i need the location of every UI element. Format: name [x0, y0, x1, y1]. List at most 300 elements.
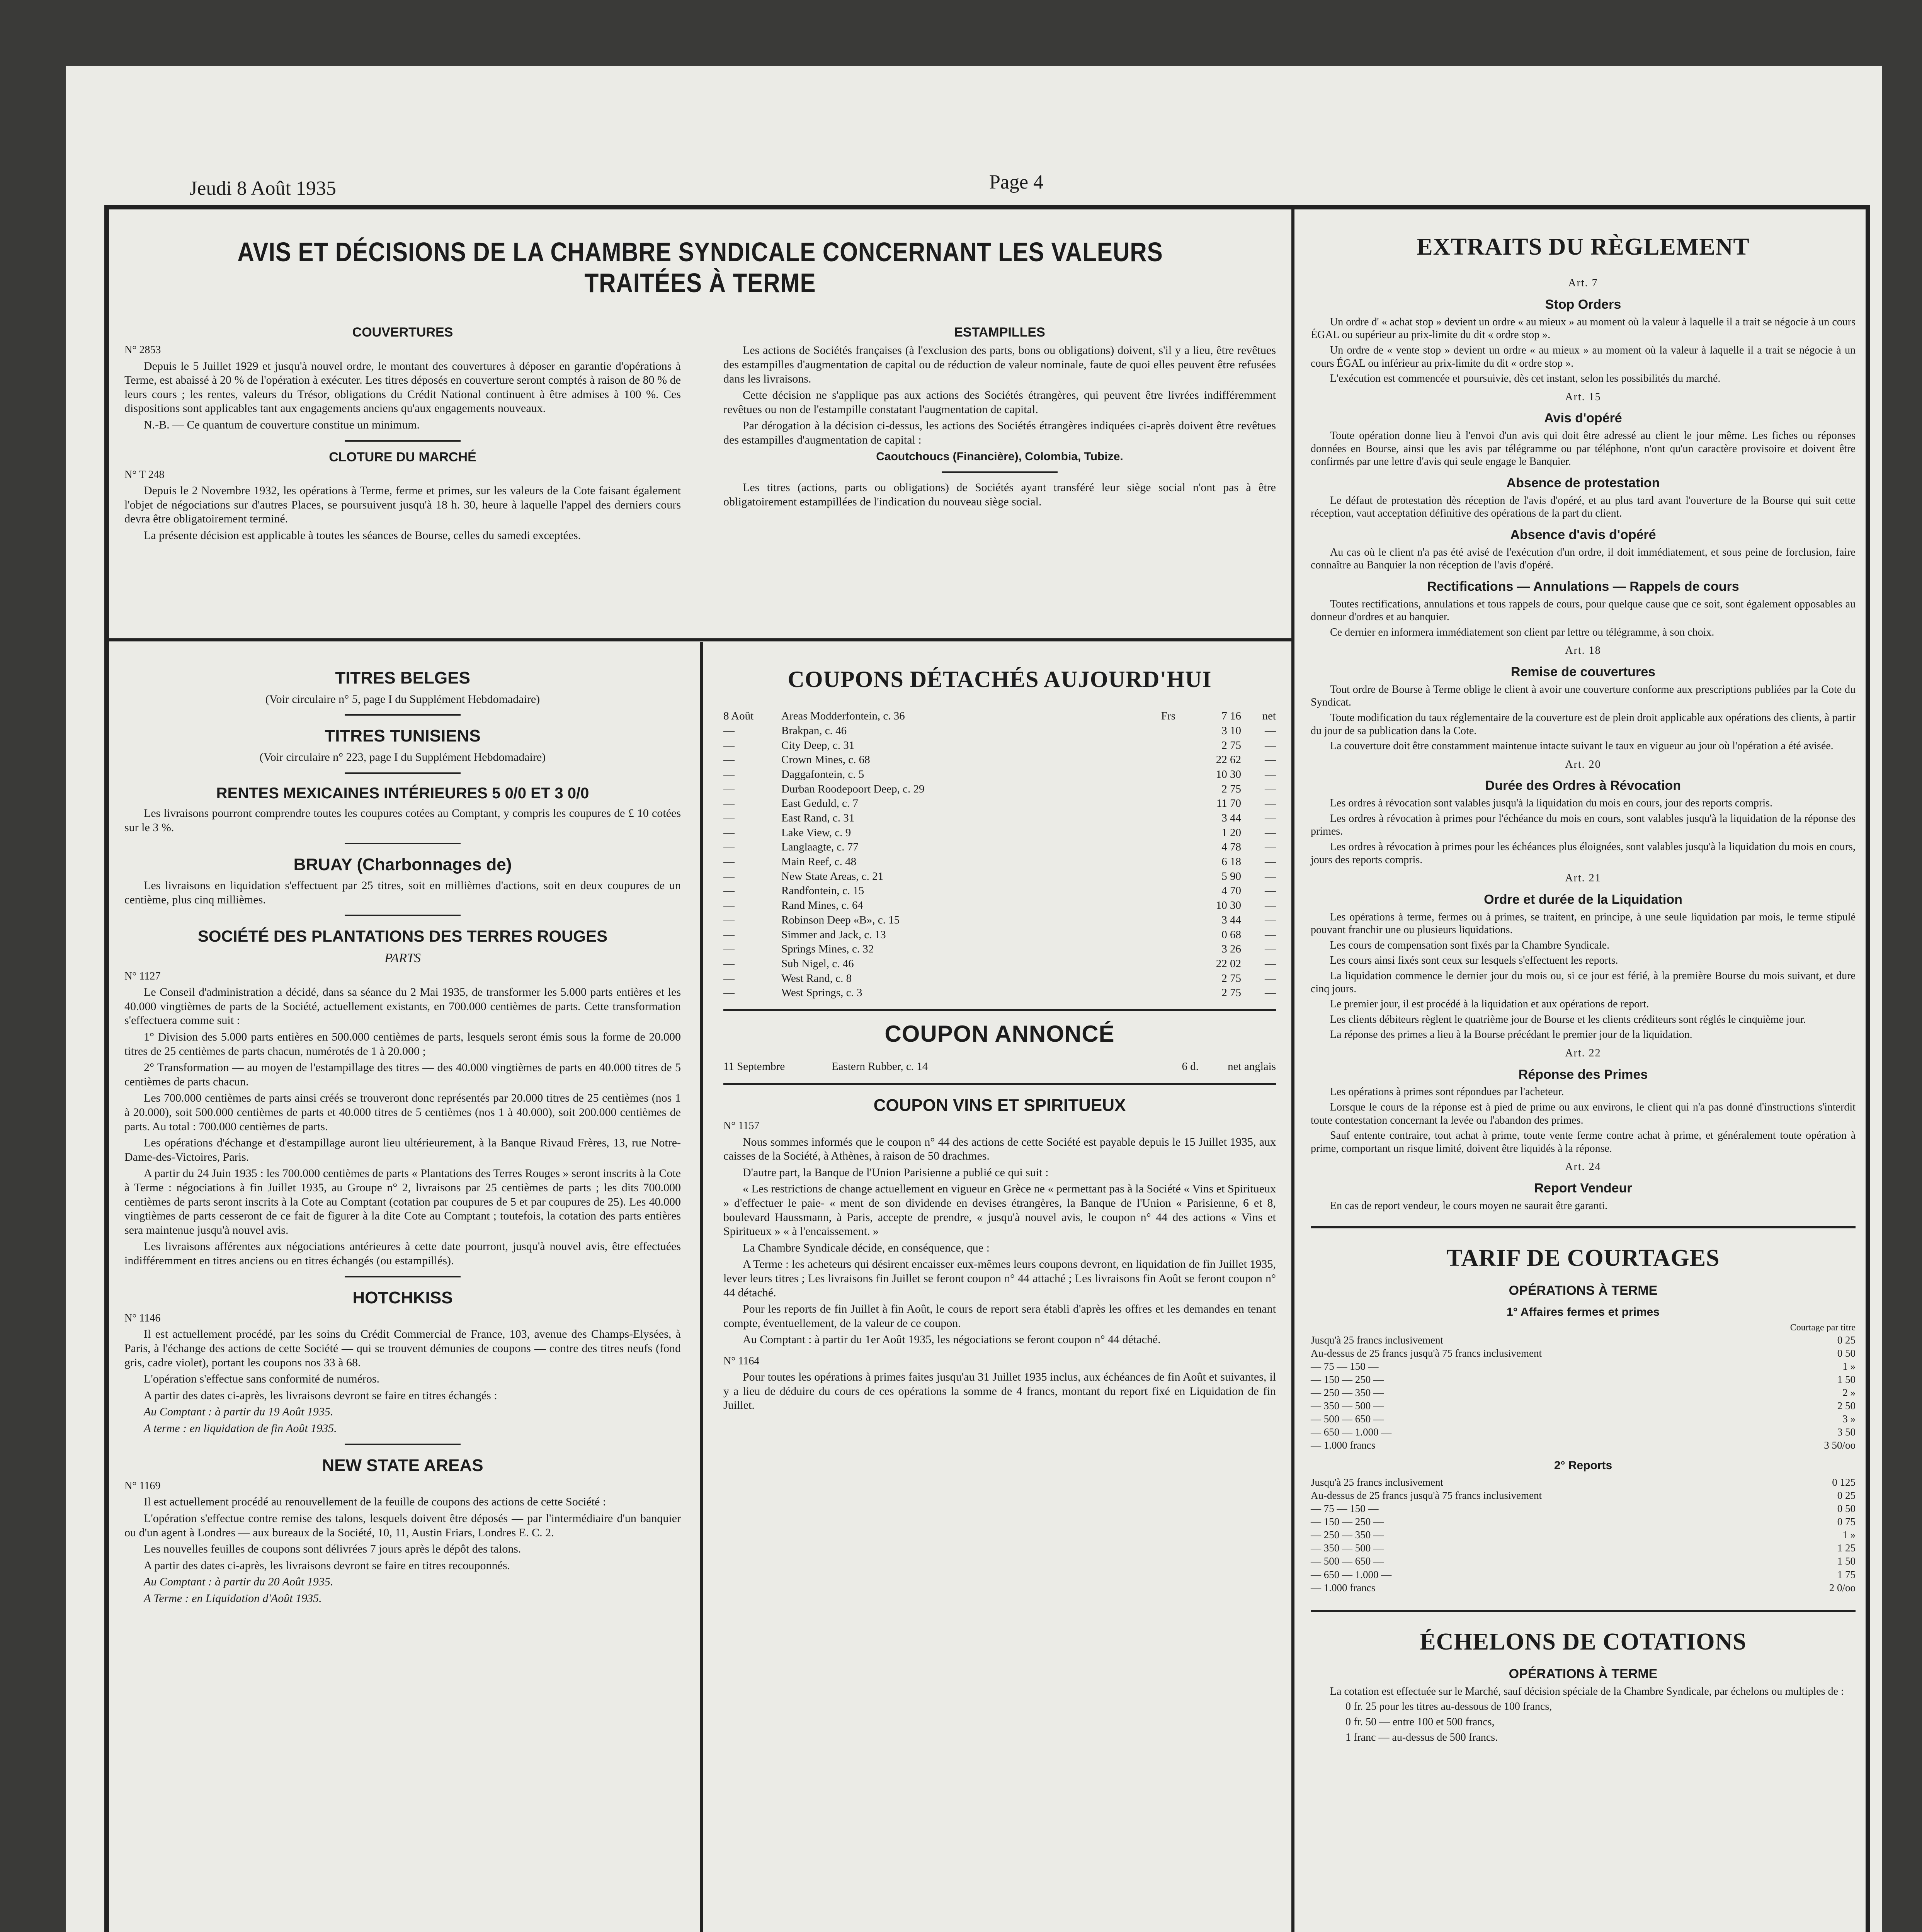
art-20-text-1: Les ordres à révocation sont valables jusqu'à la liquidation du mois en cours, jour des reports compris.	[1330, 797, 1773, 810]
coupon-company: Lake View, c. 9	[781, 826, 851, 839]
coupon-currency	[1145, 840, 1175, 855]
art-7-title: Stop Orders	[1545, 297, 1621, 312]
art-22-text-2: Lorsque le cours de la réponse est à pied de prime ou aux environs, le client qui n'a pas donné d'instructions s'interdit toute contestation concernant la levée ou l'abandon des primes.	[1311, 1101, 1856, 1126]
coupon-row	[723, 971, 1276, 986]
rentes-title: RENTES MEXICAINES INTÉRIEURES 5 0/0 ET 3 0/0	[216, 784, 589, 802]
coupon-unit: —	[1265, 855, 1276, 868]
terres-rouges-text-2: 1° Division des 5.000 parts entières en 500.000 centièmes de parts, lesquels seront émis sous la forme de 20.000 titres de 25 centièmes de parts chacun, numérotés de 1 à 20.000 ;	[124, 1031, 681, 1058]
art-21-text-1: Les opérations à terme, fermes ou à primes, se traitent, en principe, à une seule liquidation par mois, le terme stipulé pouvant franchir une ou plusieurs liquidations.	[1311, 911, 1856, 936]
tarif-range: Au-dessus de 25 francs jusqu'à 75 francs inclusivement	[1311, 1347, 1542, 1359]
column-1	[124, 658, 681, 1608]
art-24-title: Report Vendeur	[1534, 1180, 1632, 1196]
tarif-value: 1 50	[1837, 1374, 1856, 1386]
terres-rouges-text-5: Les opérations d'échange et d'estampillage auront lieu ultérieurement, à la Banque Rivaud Frères, 13, rue Notre-Dame-des-Victoires, Paris.	[124, 1136, 681, 1163]
tarif-range: — 75 — 150 —	[1311, 1361, 1379, 1372]
echelons-row-3: 1 franc — au-dessus de 500 francs.	[1345, 1731, 1498, 1743]
echelons-text: La cotation est effectuée sur le Marché, sauf décision spéciale de la Chambre Syndicale, par échelons ou multiples de :	[1330, 1685, 1844, 1697]
tarif-range: — 1.000 francs	[1311, 1439, 1376, 1451]
tarif-row	[1311, 1476, 1856, 1489]
coupon-row	[723, 855, 1276, 869]
vins-text-2: D'autre part, la Banque de l'Union Parisienne a publié ce qui suit :	[743, 1166, 1049, 1179]
tarif-row	[1311, 1333, 1856, 1347]
titres-belges-title: TITRES BELGES	[335, 668, 470, 687]
coupon-date: —	[723, 957, 735, 970]
hotchkiss-text-2: L'opération s'effectue sans conformité de numéros.	[144, 1372, 380, 1386]
coupon-company: East Geduld, c. 7	[781, 797, 858, 810]
couvertures-text: Depuis le 5 Juillet 1929 et jusqu'à nouvel ordre, le montant des couvertures à déposer en garantie d'opérations à Terme, est abaissé à 20 % de l'opération à exécuter. Les titres déposés en couverture seront comptés à raison de 80 % de leurs cours ; les rentes, valeurs du Trésor, obligations du Crédit National continuent à être admises à 100 %. Ces dispositions sont applicables tant aux engagements anciens qu'aux engagements nouveaux.	[124, 359, 681, 415]
vins-title: COUPON VINS ET SPIRITUEUX	[873, 1095, 1126, 1115]
coupon-currency	[1145, 928, 1175, 942]
coupon-value: 22 62	[1216, 753, 1241, 766]
couvertures-note: N.-B. — Ce quantum de couverture constitue un minimum.	[144, 418, 420, 431]
art-21-text-7: La réponse des primes a lieu à la Bourse précédant le premier jour de la liquidation.	[1330, 1029, 1692, 1041]
tarif-row	[1311, 1541, 1856, 1554]
tarif-range: — 250 — 350 —	[1311, 1387, 1384, 1399]
new-state-text-4: A partir des dates ci-après, les livraisons devront se faire en titres recouponnés.	[144, 1559, 510, 1572]
coupon-currency	[1145, 884, 1175, 898]
column-1-top	[124, 318, 681, 545]
coupon-date: —	[723, 724, 735, 737]
tarif-value: 2 0/oo	[1829, 1582, 1856, 1594]
coupon-value: 2 75	[1221, 986, 1241, 999]
coupon-value: 1 20	[1221, 826, 1241, 839]
art-21-title: Ordre et durée de la Liquidation	[1484, 892, 1682, 907]
coupon-date: —	[723, 943, 735, 956]
coupon-value: 2 75	[1221, 739, 1241, 752]
coupon-row	[723, 811, 1276, 826]
estampilles-text-3: Par dérogation à la décision ci-dessus, les actions des Sociétés étrangères indiquées ci-après doivent être revêtues des estampilles d'augmentation de capital :	[723, 419, 1276, 447]
coupon-unit: —	[1265, 812, 1276, 824]
new-state-text-1: Il est actuellement procédé au renouvellement de la feuille de coupons des actions de cette Société :	[144, 1495, 606, 1509]
coupon-currency	[1145, 724, 1175, 738]
new-state-text-6: A Terme : en Liquidation d'Août 1935.	[144, 1592, 322, 1605]
divider	[1311, 1226, 1856, 1228]
coupon-company: West Rand, c. 8	[781, 972, 852, 985]
cloture-text-1: Depuis le 2 Novembre 1932, les opérations à Terme, ferme et primes, sur les valeurs de la Cote faisant également l'objet de négociations sur d'autres Places, se poursuivent jusqu'à 18 h. 30, heure à laquelle l'appel des derniers cours devra être obligatoirement terminé.	[124, 484, 681, 526]
coupon-unit: —	[1265, 928, 1276, 941]
hotchkiss-title: HOTCHKISS	[352, 1288, 453, 1307]
art-24-text: En cas de report vendeur, le cours moyen ne saurait être garanti.	[1330, 1199, 1608, 1212]
reglement-title: EXTRAITS DU RÈGLEMENT	[1417, 234, 1750, 260]
tarif-value: 2 »	[1842, 1387, 1856, 1399]
vins-text-1: Nous sommes informés que le coupon n° 44 des actions de cette Société est payable depuis le 15 Juillet 1935, aux caisses de la Société, à Athènes, à raison de 50 drachmes.	[723, 1135, 1276, 1163]
tarif-row	[1311, 1502, 1856, 1515]
divider	[345, 440, 461, 442]
tarif-value: 0 125	[1832, 1476, 1856, 1488]
coupon-unit: —	[1265, 782, 1276, 795]
column-rule-2	[1291, 209, 1294, 1932]
coupon-company: Rand Mines, c. 64	[781, 899, 863, 912]
art-21: Art. 21	[1565, 872, 1601, 884]
coupon-row	[723, 928, 1276, 942]
main-title: AVIS ET DÉCISIONS DE LA CHAMBRE SYNDICALE CONCERNANT LES VALEURS TRAITÉES À TERME	[237, 237, 1163, 298]
art-22-title: Réponse des Primes	[1518, 1067, 1648, 1082]
cloture-text-2: La présente décision est applicable à toutes les séances de Bourse, celles du samedi exceptées.	[144, 529, 581, 542]
art-15-title: Avis d'opéré	[1544, 411, 1622, 426]
tarif-table-1	[1311, 1333, 1856, 1452]
hotchkiss-text-5: A terme : en liquidation de fin Août 1935.	[144, 1422, 337, 1435]
tarif-row	[1311, 1489, 1856, 1502]
coupon-row	[723, 724, 1276, 738]
coupon-currency	[1145, 826, 1175, 840]
coupon-company: Areas Modderfontein, c. 36	[781, 710, 905, 723]
coupon-date: —	[723, 753, 735, 766]
tarif-range: — 1.000 francs	[1311, 1582, 1376, 1594]
tarif-range: Jusqu'à 25 francs inclusivement	[1311, 1476, 1444, 1488]
coupon-currency	[1145, 957, 1175, 971]
art-20-text-3: Les ordres à révocation à primes pour les échéances plus éloignées, sont valables jusqu'à la liquidation du mois en cours, jours des reports compris.	[1311, 841, 1856, 866]
vins-text-7: Au Comptant : à partir du 1er Août 1935, les négociations se feront coupon n° 44 détaché.	[743, 1333, 1161, 1346]
divider	[1311, 1610, 1856, 1612]
protestation-title: Absence de protestation	[1506, 475, 1660, 490]
art-7: Art. 7	[1568, 277, 1598, 289]
coupon-value: 2 75	[1221, 782, 1241, 795]
terres-rouges-subtitle: PARTS	[384, 951, 421, 965]
coupon-currency	[1145, 942, 1175, 957]
coupon-row	[723, 986, 1276, 1000]
coupon-currency	[1145, 986, 1175, 1000]
coupon-company: Springs Mines, c. 32	[781, 943, 874, 956]
tarif-row	[1311, 1439, 1856, 1452]
tarif-row	[1311, 1386, 1856, 1399]
tarif-value: 0 25	[1837, 1334, 1856, 1346]
titres-tunisiens-text: (Voir circulaire n° 223, page I du Supplément Hebdomadaire)	[259, 750, 546, 764]
coupon-date: —	[723, 841, 735, 854]
tarif-section-1: 1° Affaires fermes et primes	[1506, 1306, 1660, 1319]
tarif-value: 1 75	[1837, 1568, 1856, 1580]
tarif-value: 0 75	[1837, 1516, 1856, 1528]
coupon-date: —	[723, 739, 735, 752]
tarif-value: 3 50/oo	[1824, 1439, 1856, 1451]
coupon-unit: —	[1265, 797, 1276, 810]
coupon-date: —	[723, 812, 735, 824]
estampilles-title: ESTAMPILLES	[954, 325, 1045, 340]
coupon-unit: —	[1265, 957, 1276, 970]
vins-number-2: N° 1164	[723, 1355, 760, 1367]
coupon-value: 4 70	[1221, 884, 1241, 897]
tarif-section-2: 2° Reports	[1554, 1459, 1612, 1472]
coupon-row	[723, 913, 1276, 928]
hotchkiss-number: N° 1146	[124, 1312, 161, 1325]
coupon-currency	[1145, 898, 1175, 913]
coupon-unit: net	[1262, 710, 1276, 723]
coupon-date: —	[723, 826, 735, 839]
art-21-text-5: Le premier jour, il est procédé à la liquidation et aux opérations de report.	[1330, 998, 1649, 1010]
tarif-range: — 75 — 150 —	[1311, 1503, 1379, 1515]
tarif-value: 1 25	[1837, 1542, 1856, 1554]
art-7-text-2: Un ordre de « vente stop » devient un ordre « au mieux » au moment où la valeur à laquelle il a trait se négocie à un cours ÉGAL ou inférieur au prix-limite du dit « ordre stop ».	[1311, 344, 1856, 369]
coupon-unit: —	[1265, 841, 1276, 854]
coupon-company: Langlaagte, c. 77	[781, 841, 859, 854]
echelons-title: ÉCHELONS DE COTATIONS	[1420, 1628, 1747, 1655]
tarif-range: — 500 — 650 —	[1311, 1555, 1384, 1567]
tarif-column-header: Courtage par titre	[1790, 1323, 1856, 1333]
coupon-company: West Springs, c. 3	[781, 986, 862, 999]
terres-rouges-text-6: A partir du 24 Juin 1935 : les 700.000 centièmes de parts « Plantations des Terres Rouges » seront inscrits à la Cote à Terme : négociations à fin Juillet 1935, au Groupe n° 2, livraisons par 25 centièmes de parts ; les dits 700.000 centièmes de parts seront inscrits à la Cote au Comptant (cotation par coupures de 5 et par coupures de 25). Les 40.000 vingtièmes de parts cesseront de ce fait de figurer à la dite Cote au Comptant ; toutefois, la cotation des parts entières sera maintenue jusqu'à nouvel avis.	[124, 1167, 681, 1236]
art-20: Art. 20	[1565, 758, 1601, 770]
art-7-text-1: Un ordre d' « achat stop » devient un ordre « au mieux » au moment où la valeur à laquelle il a trait se négocie à un cours ÉGAL ou supérieur au prix-limite du dit « ordre stop ».	[1311, 316, 1856, 341]
hotchkiss-text-1: Il est actuellement procédé, par les soins du Crédit Commercial de France, 103, avenue des Champs-Elysées, à Paris, à l'échange des actions de cette Société — qui se trouvent démunies de coupons — contre des titres neufs (fond gris, cadre violet), portant les coupons nos 33 à 68.	[124, 1328, 681, 1369]
tarif-range: — 350 — 500 —	[1311, 1400, 1384, 1412]
art-21-text-3: Les cours ainsi fixés sont ceux sur lesquels s'effectuent les reports.	[1330, 954, 1618, 967]
new-state-text-3: Les nouvelles feuilles de coupons sont délivrées 7 jours après le dépôt des talons.	[144, 1543, 521, 1556]
coupon-row	[723, 782, 1276, 797]
tarif-row	[1311, 1554, 1856, 1568]
tarif-row	[1311, 1412, 1856, 1425]
coupon-row	[723, 709, 1276, 724]
terres-rouges-number: N° 1127	[124, 970, 161, 983]
coupon-date: —	[723, 899, 735, 912]
hotchkiss-text-3: A partir des dates ci-après, les livraisons devront se faire en titres échangés :	[144, 1389, 497, 1402]
art-18: Art. 18	[1565, 645, 1601, 657]
coupon-value: 11 70	[1216, 797, 1241, 810]
coupon-annonce-title: COUPON ANNONCÉ	[884, 1020, 1115, 1047]
coupon-date: —	[723, 855, 735, 868]
coupon-value: 3 10	[1221, 724, 1241, 737]
coupon-currency	[1145, 913, 1175, 928]
coupon-value: 0 68	[1221, 928, 1241, 941]
coupon-annonce-name: Eastern Rubber, c. 14	[832, 1060, 928, 1073]
coupon-currency	[1145, 869, 1175, 884]
tarif-range: — 250 — 350 —	[1311, 1529, 1384, 1541]
coupon-unit: —	[1265, 899, 1276, 912]
cloture-number: N° T 248	[124, 469, 165, 481]
absence-avis-text: Au cas où le client n'a pas été avisé de l'exécution d'un ordre, il doit immédiatement, et sous peine de forclusion, faire connaître au Banquier la non réception de l'avis d'opéré.	[1311, 546, 1856, 571]
section-rule	[109, 638, 1291, 641]
coupon-unit: —	[1265, 753, 1276, 766]
coupon-value: 7 16	[1221, 710, 1241, 723]
tarif-row	[1311, 1515, 1856, 1528]
coupon-company: Durban Roodepoort Deep, c. 29	[781, 782, 925, 795]
art-22-text-1: Les opérations à primes sont répondues par l'acheteur.	[1330, 1086, 1564, 1098]
coupon-date: —	[723, 913, 735, 926]
vins-text-8: Pour toutes les opérations à primes faites jusqu'au 31 Juillet 1935 inclus, aux échéances de fin Août et suivantes, il y a lieu de déduire du cours de ces opérations la somme de 4 francs, montant du report fixé en Liquidation de fin Juillet.	[723, 1371, 1276, 1412]
coupon-date: —	[723, 870, 735, 883]
divider	[345, 1276, 461, 1277]
divider	[345, 772, 461, 774]
terres-rouges-text-3: 2° Transformation — au moyen de l'estampillage des titres — des 40.000 vingtièmes de parts en 40.000 titres de 5 centièmes de parts chacun.	[124, 1061, 681, 1088]
coupon-company: Sub Nigel, c. 46	[781, 957, 854, 970]
tarif-row	[1311, 1581, 1856, 1594]
vins-text-3: « Les restrictions de change actuellement en vigueur en Grèce ne « permettant pas à la Société « Vins et Spiritueux » d'effectuer le paie- « ment de son dividende en devises étrangères, la Banque de l'Union « Parisienne, 6 et 8, boulevard Haussmann, à Paris, accepte de prendre, « jusqu'à nouvel avis, le coupon n° 44 des actions « Vins et Spiritueux » « à l'encaissement. »	[723, 1182, 1276, 1238]
art-22: Art. 22	[1565, 1047, 1601, 1059]
column-2	[723, 658, 1276, 1415]
tarif-range: — 350 — 500 —	[1311, 1542, 1384, 1554]
art-24: Art. 24	[1565, 1161, 1601, 1173]
coupon-unit: —	[1265, 913, 1276, 926]
coupon-annonce-value: 6 d.	[1182, 1060, 1199, 1073]
tarif-value: 1 »	[1842, 1361, 1856, 1372]
titres-belges-text: (Voir circulaire n° 5, page I du Supplément Hebdomadaire)	[265, 692, 540, 706]
coupon-unit: —	[1265, 986, 1276, 999]
coupon-unit: —	[1265, 826, 1276, 839]
titres-tunisiens-title: TITRES TUNISIENS	[325, 726, 481, 746]
tarif-range: — 650 — 1.000 —	[1311, 1568, 1392, 1580]
coupon-date: —	[723, 972, 735, 985]
coupons-title: COUPONS DÉTACHÉS AUJOURD'HUI	[788, 667, 1212, 692]
echelons-row-1: 0 fr. 25 pour les titres au-dessous de 100 francs,	[1345, 1701, 1552, 1713]
coupon-value: 2 75	[1221, 972, 1241, 985]
bruay-text: Les livraisons en liquidation s'effectuent par 25 titres, soit en millièmes d'actions, soit en deux coupures de un centième, plus cinq millièmes.	[124, 879, 681, 906]
column-2-top	[723, 318, 1276, 511]
coupon-annonce-row	[723, 1060, 1276, 1074]
estampilles-text-4: Les titres (actions, parts ou obligations) de Sociétés ayant transféré leur siège social n'ont pas à être obligatoirement estampillées de l'indication du nouveau siège social.	[723, 481, 1276, 508]
main-frame	[104, 205, 1870, 1932]
coupon-currency	[1145, 753, 1175, 767]
coupon-currency	[1145, 738, 1175, 753]
tarif-row	[1311, 1373, 1856, 1386]
tarif-row	[1311, 1568, 1856, 1581]
tarif-value: 3 »	[1842, 1413, 1856, 1425]
tarif-table-2	[1311, 1476, 1856, 1594]
echelons-row-2: 0 fr. 50 — entre 100 et 500 francs,	[1345, 1716, 1495, 1728]
rectifications-title: Rectifications — Annulations — Rappels de cours	[1427, 579, 1739, 594]
echelons-subtitle: OPÉRATIONS À TERME	[1509, 1666, 1658, 1681]
rectifications-text-1: Toutes rectifications, annulations et tous rappels de cours, pour quelque cause que ce soit, sont également opposables au donneur d'ordres et au banquier.	[1311, 598, 1856, 623]
absence-avis-title: Absence d'avis d'opéré	[1510, 527, 1656, 542]
coupon-row	[723, 840, 1276, 855]
coupon-value: 5 90	[1221, 870, 1241, 883]
art-15: Art. 15	[1565, 391, 1601, 403]
coupon-value: 10 30	[1216, 899, 1241, 912]
coupon-currency	[1145, 811, 1175, 826]
coupon-value: 6 18	[1221, 855, 1241, 868]
vins-text-6: Pour les reports de fin Juillet à fin Août, le cours de report sera établi d'après les offres et les demandes en tenant compte, éventuellement, de la valeur de ce coupon.	[723, 1303, 1276, 1330]
coupon-company: City Deep, c. 31	[781, 739, 855, 752]
rectifications-text-2: Ce dernier en informera immédiatement son client par lettre ou télégramme, à son choix.	[1330, 626, 1714, 638]
tarif-range: Au-dessus de 25 francs jusqu'à 75 francs inclusivement	[1311, 1490, 1542, 1502]
vins-number: N° 1157	[723, 1120, 760, 1132]
coupon-annonce-unit: net anglais	[1228, 1060, 1276, 1073]
new-state-title: NEW STATE AREAS	[322, 1456, 483, 1475]
coupon-row	[723, 767, 1276, 782]
coupon-currency: Frs	[1161, 710, 1175, 723]
cloture-title: CLOTURE DU MARCHÉ	[329, 449, 476, 464]
new-state-text-5: Au Comptant : à partir du 20 Août 1935.	[144, 1575, 333, 1588]
art-18-title: Remise de couvertures	[1510, 665, 1656, 680]
coupon-row	[723, 898, 1276, 913]
art-18-text-1: Tout ordre de Bourse à Terme oblige le client à avoir une couverture conforme aux prescriptions publiées par la Cote du Syndicat.	[1311, 683, 1856, 709]
coupon-value: 10 30	[1216, 768, 1241, 781]
coupon-company: East Rand, c. 31	[781, 812, 855, 824]
coupon-row	[723, 753, 1276, 767]
terres-rouges-title: SOCIÉTÉ DES PLANTATIONS DES TERRES ROUGES	[197, 927, 608, 946]
coupon-row	[723, 738, 1276, 753]
new-state-text-2: L'opération s'effectue contre remise des talons, lesquels doivent être déposés — par l'intermédiaire d'un banquier ou d'un agent à Londres — aux bureaux de la Société, 10, 11, Austin Friars, Londres E. C. 2.	[124, 1512, 681, 1539]
coupon-unit: —	[1265, 870, 1276, 883]
vins-text-5: A Terme : les acheteurs qui désirent encaisser eux-mêmes leurs coupons devront, en liquidation de fin Juillet 1935, lever leurs titres ; Les livraisons fin Juillet se feront coupon n° 44 attaché ; Les livraisons fin Août se feront coupon n° 44 détaché.	[723, 1258, 1276, 1299]
tarif-range: — 150 — 250 —	[1311, 1374, 1384, 1386]
art-15-text: Toute opération donne lieu à l'envoi d'un avis qui doit être adressé au client le jour même. Les fiches ou réponses données en Bourse, ainsi que les avis par télégramme ou par téléphone, n'ont qu'un caractère provisoire et doivent être confirmés par une lettre d'avis qui seule engage le Banquier.	[1311, 430, 1856, 468]
coupon-unit: —	[1265, 739, 1276, 752]
divider	[942, 471, 1058, 473]
coupon-currency	[1145, 796, 1175, 811]
coupon-value: 22 02	[1216, 957, 1241, 970]
art-20-text-2: Les ordres à révocation à primes pour l'échéance du mois en cours, sont valables jusqu'à la liquidation de la réponse des primes.	[1311, 812, 1856, 838]
tarif-range: Jusqu'à 25 francs inclusivement	[1311, 1334, 1444, 1346]
tarif-subtitle: OPÉRATIONS À TERME	[1509, 1283, 1658, 1298]
column-3	[1311, 221, 1856, 1746]
coupon-value: 3 26	[1221, 943, 1241, 956]
coupon-annonce-date: 11 Septembre	[723, 1060, 785, 1073]
tarif-range: — 150 — 250 —	[1311, 1516, 1384, 1528]
tarif-value: 0 50	[1837, 1503, 1856, 1515]
coupon-company: Robinson Deep «B», c. 15	[781, 913, 900, 926]
coupon-company: New State Areas, c. 21	[781, 870, 884, 883]
coupon-row	[723, 957, 1276, 971]
tarif-title: TARIF DE COURTAGES	[1446, 1245, 1720, 1272]
coupon-value: 4 78	[1221, 841, 1241, 854]
coupon-value: 3 44	[1221, 913, 1241, 926]
coupon-date: 8 Août	[723, 710, 754, 723]
divider	[345, 1444, 461, 1445]
page-date: Jeudi 8 Août 1935	[189, 177, 336, 199]
coupon-unit: —	[1265, 724, 1276, 737]
art-22-text-3: Sauf entente contraire, tout achat à prime, toute vente ferme contre achat à prime, et généralement toute opération à prime, comportant un risque limité, doivent être liquidés à la réponse.	[1311, 1129, 1856, 1155]
tarif-row	[1311, 1528, 1856, 1541]
coupon-date: —	[723, 986, 735, 999]
divider	[723, 1083, 1276, 1085]
hotchkiss-text-4: Au Comptant : à partir du 19 Août 1935.	[144, 1405, 333, 1418]
coupon-company: Daggafontein, c. 5	[781, 768, 864, 781]
coupon-company: Randfontein, c. 15	[781, 884, 864, 897]
coupon-currency	[1145, 971, 1175, 986]
protestation-text: Le défaut de protestation dès réception de l'avis d'opéré, et au plus tard avant l'ouverture de la Bourse qui suit cette réception, vaut acceptation définitive des opérations de la part du client.	[1311, 494, 1856, 520]
tarif-value: 3 50	[1837, 1426, 1856, 1438]
art-21-text-6: Les clients débiteurs règlent le quatrième jour de Bourse et les clients créditeurs sont réglés le cinquième jour.	[1330, 1013, 1806, 1026]
tarif-value: 1 50	[1837, 1555, 1856, 1567]
tarif-value: 0 25	[1837, 1490, 1856, 1502]
coupon-unit: —	[1265, 972, 1276, 985]
estampilles-text-2: Cette décision ne s'applique pas aux actions des Sociétés étrangères, qui peuvent être livrées indifféremment revêtues ou non de l'estampille constatant l'augmentation de capital.	[723, 389, 1276, 416]
art-21-text-2: Les cours de compensation sont fixés par la Chambre Syndicale.	[1330, 939, 1610, 951]
coupon-company: Brakpan, c. 46	[781, 724, 847, 737]
coupon-currency	[1145, 855, 1175, 869]
divider	[345, 714, 461, 716]
art-18-text-3: La couverture doit être constamment maintenue intacte suivant le taux en vigueur au jour où l'opération a été avisée.	[1330, 740, 1834, 752]
tarif-row	[1311, 1347, 1856, 1360]
coupon-row	[723, 796, 1276, 811]
coupon-date: —	[723, 782, 735, 795]
couvertures-number: N° 2853	[124, 344, 161, 356]
coupon-row	[723, 942, 1276, 957]
tarif-row	[1311, 1425, 1856, 1439]
rentes-text: Les livraisons pourront comprendre toutes les coupures cotées au Comptant, y compris les coupures de £ 10 cotées sur le 3 %.	[124, 807, 681, 834]
divider	[345, 843, 461, 844]
coupon-row	[723, 869, 1276, 884]
coupon-value: 3 44	[1221, 812, 1241, 824]
coupon-currency	[1145, 782, 1175, 797]
tarif-value: 2 50	[1837, 1400, 1856, 1412]
tarif-value: 0 50	[1837, 1347, 1856, 1359]
coupon-list	[723, 709, 1276, 1000]
estampilles-companies: Caoutchoucs (Financière), Colombia, Tubize.	[876, 450, 1123, 463]
coupon-row	[723, 826, 1276, 840]
coupon-company: Simmer and Jack, c. 13	[781, 928, 886, 941]
tarif-range: — 650 — 1.000 —	[1311, 1426, 1392, 1438]
page-number: Page 4	[989, 171, 1044, 193]
coupon-date: —	[723, 797, 735, 810]
terres-rouges-text-7: Les livraisons afférentes aux négociations antérieures à cette date pourront, jusqu'à nouvel avis, être effectuées indifféremment en titres anciens ou en titres échangés (ou estampillés).	[124, 1240, 681, 1267]
couvertures-title: COUVERTURES	[352, 325, 453, 340]
coupon-unit: —	[1265, 884, 1276, 897]
coupon-company: Main Reef, c. 48	[781, 855, 857, 868]
estampilles-text-1: Les actions de Sociétés françaises (à l'exclusion des parts, bons ou obligations) doivent, s'il y a lieu, être revêtues des estampilles d'augmentation de capital ou de réduction de valeur nominale, faute de quoi elles peuvent être refusées dans les livraisons.	[723, 344, 1276, 385]
coupon-date: —	[723, 768, 735, 781]
divider	[723, 1009, 1276, 1011]
art-7-text-3: L'exécution est commencée et poursuivie, dès cet instant, selon les possibilités du marché.	[1330, 372, 1721, 385]
coupon-unit: —	[1265, 943, 1276, 956]
